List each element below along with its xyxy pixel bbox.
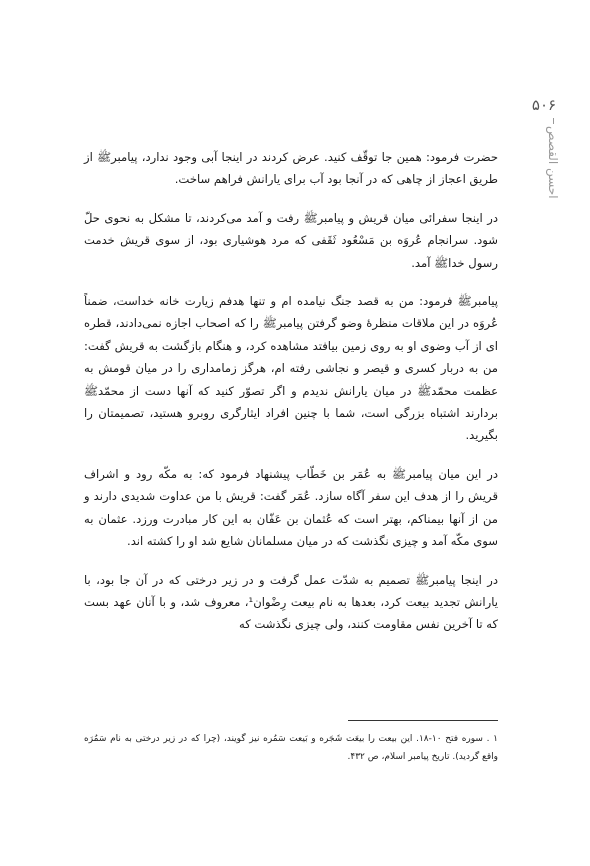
paragraph: در این میان پیامبرﷺ به عُمَر بن خَطّاب پیشنهاد فرمود که: به مکّه رود و اشراف قریش را از هدف این سفر آگاه سازد. عُمَر گفت: قریش با من عداوت شدیدی دارند و من از آنها بیمناکم، بهتر است که عُثمان بن عَفّان به این کار مبادرت ورزد. عثمان به سوی مکّه آمد و چیزی نگذشت که در میان مسلمانان شایع شد او را کشته اند. [84,466,498,549]
paragraph: حضرت فرمود: همین جا توقّف کنید. عرض کردند در اینجا آبی وجود ندارد، پیامبرﷺ از طریق اعجاز از چاهی که در آنجا بود آب برای یارانش فراهم ساخت. [84,150,498,187]
paragraph: در اینجا پیامبرﷺ تصمیم به شدّت عمل گرفت و در زیر درختی که در آن جا بود، با یارانش تجدید بیعت کرد، بعدها به نام بیعت رِضْوان¹، معروف شد، و با آنان عهد بست که تا آخرین نفس مقاومت کنند، ولی چیزی نگذشت که [84,572,498,632]
footnote-divider [348,720,498,721]
footnotes [84,731,498,766]
footnote: ۱ . سوره فتح ۱۰-۱۸. این بیعت را بیعَت شَجَره و بَیعت سَمُره نیز گویند، (چرا که در زیر درختی به نام سَمُرَه واقع گردید). تاریخ پیامبر اسلام، ص ۴۳۲. [84,734,498,762]
paragraph: در اینجا سفرائی میان قریش و پیامبرﷺ رفت و آمد می‌کردند، تا مشکل به نحوی حلّ شود. سرانجام عُروَه بن مَسْعُود ثَقَفی که مرد هوشیاری بود، از سوی قریش خدمت رسول خداﷺ آمد. [84,210,498,270]
main-text [84,146,498,646]
page-number: ۵۰۶ [531,96,557,114]
running-head: احسن القصص [546,126,560,199]
paragraph: پیامبرﷺ فرمود: من به قصد جنگ نیامده ام و تنها هدفم زیارت خانه خداست، ضمناً عُروَه در این ملاقات منظرهٔ وضو گرفتن پیامبرﷺ را که اصحاب اجازه نمی‌دادند، قطره ای از آب وضوی او به روی زمین بیافتد مشاهده کرد، و هنگام بازگشت به قریش گفت: من به دربار کسری و قیصر و نجاشی رفته ام، هرگز زمامداری را در میان قومش به عظمت محمّدﷺ در میان یارانش ندیدم و اگر تصوّر کنید که آنها دست از محمّدﷺ بردارند اشتباه بزرگی است، شما با چنین افراد ایثارگری روبرو هستید، تصمیمتان را بگیرید. [84,294,498,443]
page-number-divider [553,118,554,124]
